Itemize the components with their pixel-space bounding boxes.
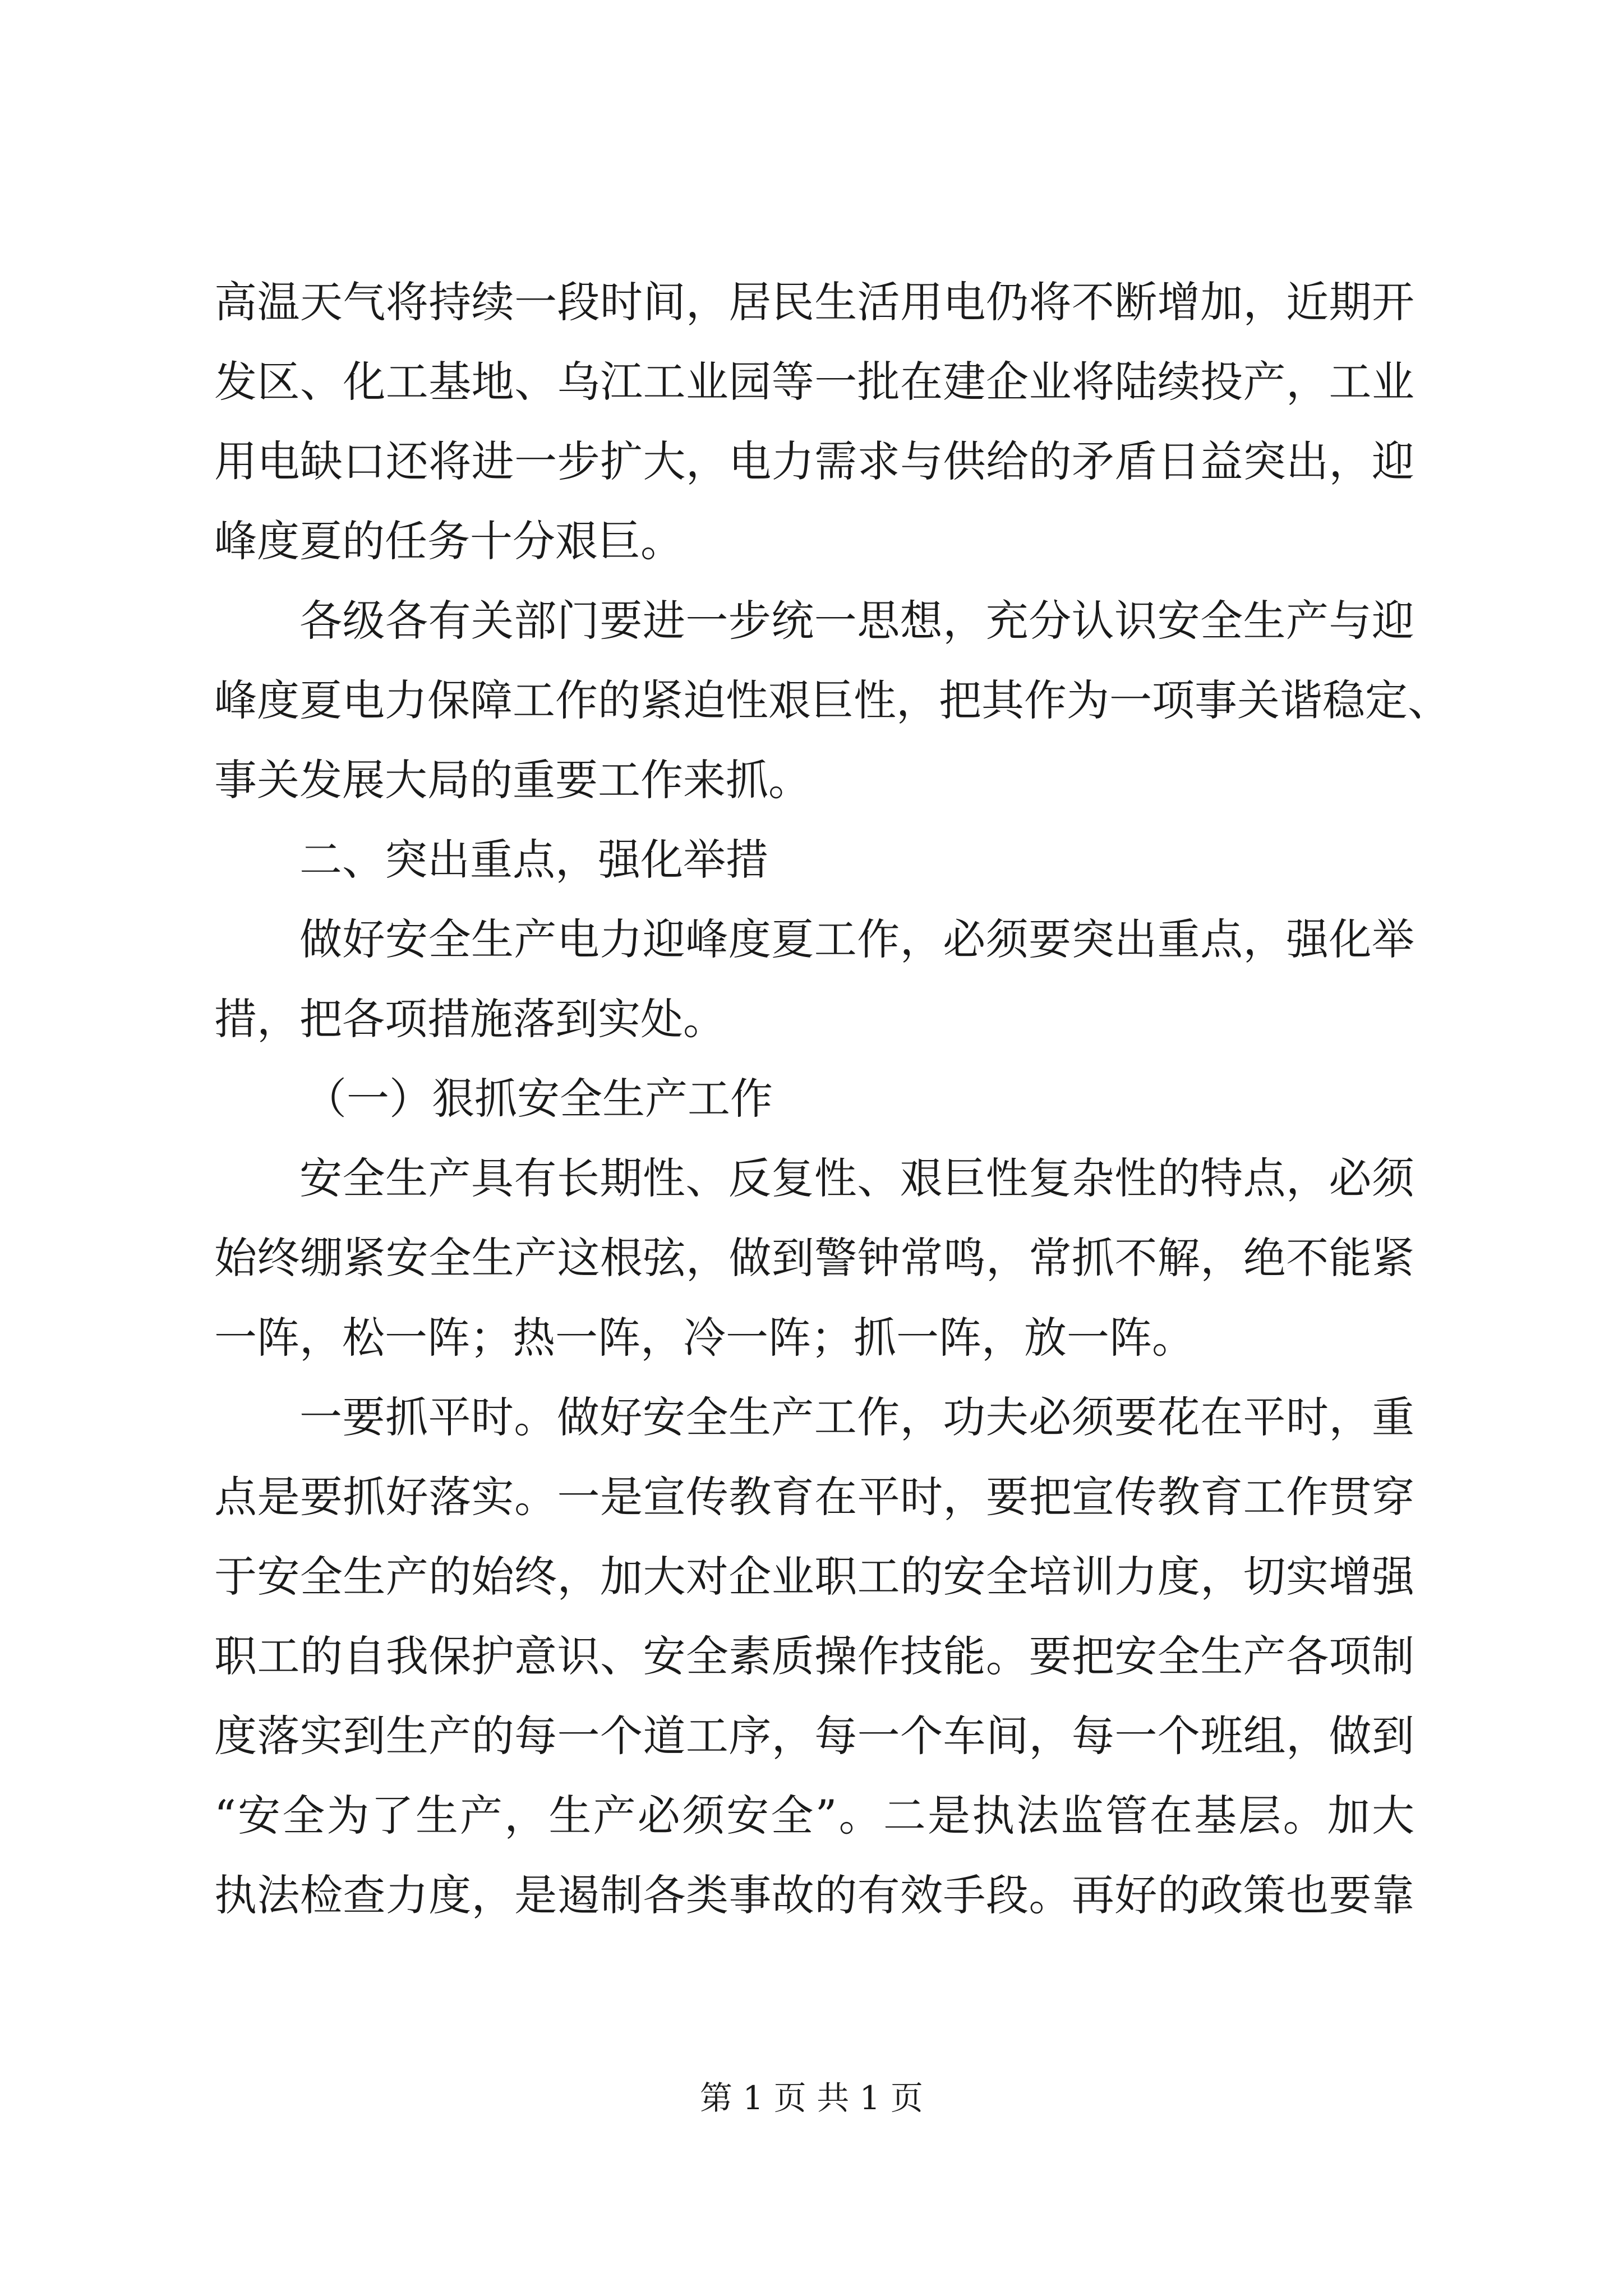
text-line — [214, 342, 1414, 422]
text-line — [214, 1856, 1414, 1935]
text-line — [214, 1298, 1414, 1378]
heading-text: （一）狠抓安全生产工作 — [304, 1074, 773, 1124]
line-text: 发区、化工基地、乌江工业园等一批在建企业将陆续投产，工业 — [214, 357, 1415, 407]
subsection-heading — [214, 1059, 1414, 1139]
line-text: 于安全生产的始终，加大对企业职工的安全培训力度，切实增强 — [214, 1552, 1415, 1602]
line-text: 事关发展大局的重要工作来抓。 — [214, 755, 811, 805]
text-line — [214, 1537, 1414, 1617]
line-text: 措，把各项措施落到实处。 — [214, 994, 726, 1044]
line-text: 峰度夏电力保障工作的紧迫性艰巨性，把其作为一项事关谐稳定、 — [214, 675, 1450, 725]
line-text: 各级各有关部门要进一步统一思想，充分认识安全生产与迎 — [299, 596, 1415, 646]
text-line — [214, 661, 1450, 740]
body-text — [214, 263, 1450, 1935]
line-text: 职工的自我保护意识、安全素质操作技能。要把安全生产各项制 — [214, 1631, 1415, 1681]
text-line — [214, 1139, 1414, 1218]
text-line — [214, 501, 1414, 581]
page-footer — [0, 2076, 1623, 2120]
line-text: 用电缺口还将进一步扩大，电力需求与供给的矛盾日益突出，迎 — [214, 436, 1415, 486]
line-text: 度落实到生产的每一个道工序，每一个车间，每一个班组，做到 — [214, 1711, 1415, 1761]
text-line — [214, 263, 1414, 342]
text-line — [214, 1218, 1414, 1298]
page-number: 第 1 页 共 1 页 — [700, 2079, 923, 2117]
line-text: “安全为了生产，生产必须安全”。二是执法监管在基层。加大 — [214, 1791, 1417, 1841]
line-text: 一要抓平时。做好安全生产工作，功夫必须要花在平时，重 — [299, 1392, 1415, 1442]
text-line — [214, 1378, 1414, 1457]
line-text: 执法检查力度，是遏制各类事故的有效手段。再好的政策也要靠 — [214, 1870, 1415, 1920]
text-line — [214, 979, 1414, 1059]
text-line — [214, 1617, 1414, 1696]
text-line — [214, 1776, 1417, 1856]
line-text: 安全生产具有长期性、反复性、艰巨性复杂性的特点，必须 — [299, 1153, 1415, 1203]
line-text: 点是要抓好落实。一是宣传教育在平时，要把宣传教育工作贯穿 — [214, 1472, 1415, 1522]
text-line — [214, 740, 1414, 820]
line-text: 一阵，松一阵；热一阵，冷一阵；抓一阵，放一阵。 — [214, 1313, 1195, 1363]
heading-text: 二、突出重点，强化举措 — [299, 835, 768, 885]
text-line — [214, 581, 1414, 661]
text-line — [214, 1696, 1414, 1776]
line-text: 高温天气将持续一段时间，居民生活用电仍将不断增加，近期开 — [214, 277, 1415, 327]
line-text: 始终绷紧安全生产这根弦，做到警钟常鸣，常抓不解，绝不能紧 — [214, 1233, 1415, 1283]
line-text: 峰度夏的任务十分艰巨。 — [214, 516, 683, 566]
text-line — [214, 900, 1414, 979]
text-line — [214, 1457, 1414, 1537]
text-line — [214, 422, 1414, 501]
line-text: 做好安全生产电力迎峰度夏工作，必须要突出重点，强化举 — [299, 914, 1415, 964]
section-heading — [214, 820, 1414, 900]
